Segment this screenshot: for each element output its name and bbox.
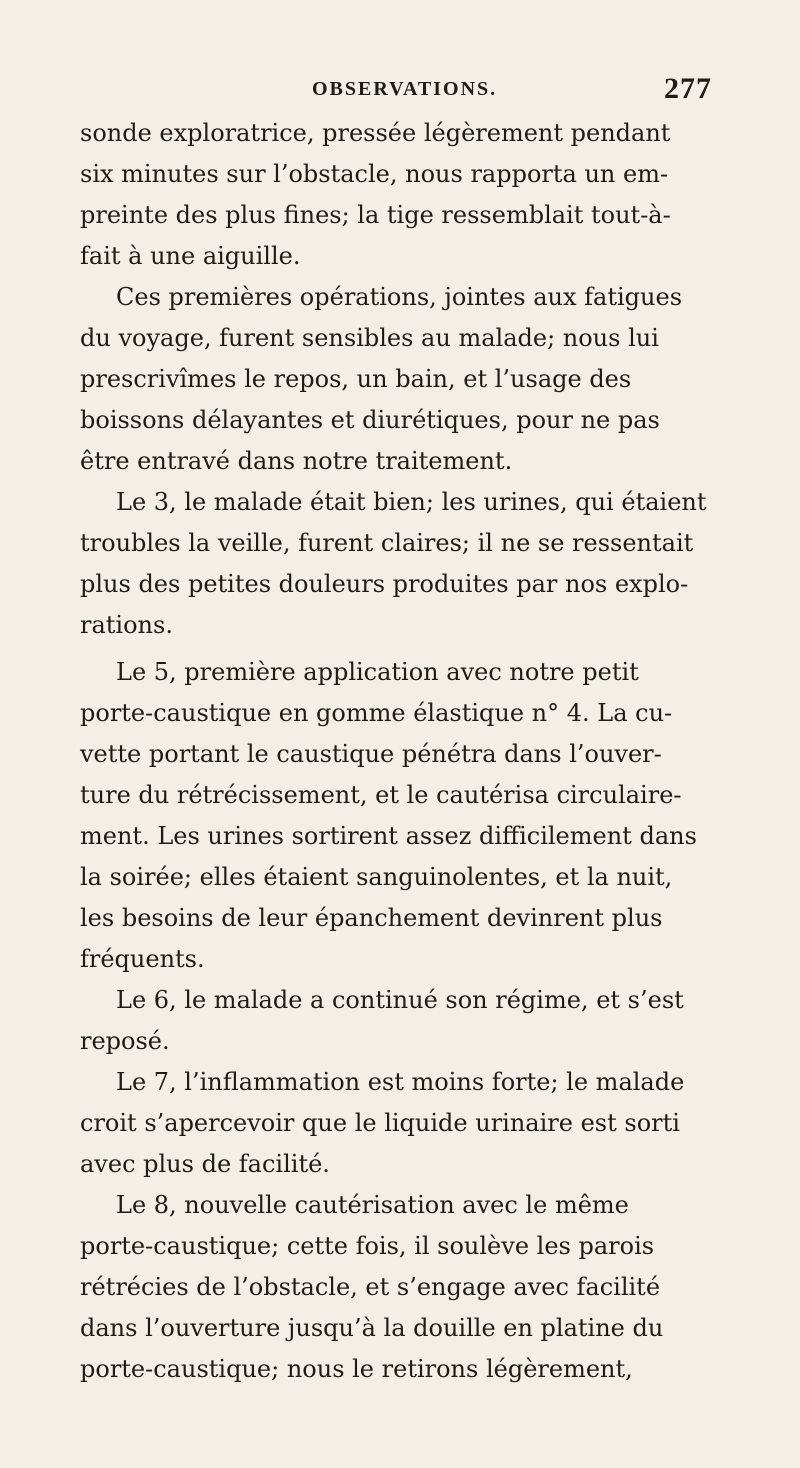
text-line: Le 6, le malade a continué son régime, et s’est xyxy=(116,986,684,1014)
text-line: Le 8, nouvelle cautérisation avec le même xyxy=(116,1191,629,1219)
text-line: Le 7, l’inflammation est moins forte; le malade xyxy=(116,1068,685,1096)
text-line: croit s’apercevoir que le liquide urinaire est sorti xyxy=(80,1109,680,1137)
text-line: Ces premières opérations, jointes aux fatigues xyxy=(116,283,683,311)
text-line: porte-caustique; nous le retirons légèrement, xyxy=(80,1355,633,1383)
text-line: la soirée; elles étaient sanguinolentes, et la nuit, xyxy=(80,863,673,891)
text-line: reposé. xyxy=(80,1027,170,1055)
text-line: sonde exploratrice, pressée légèrement pendant xyxy=(80,119,671,147)
text-line: six minutes sur l’obstacle, nous rapporta un em- xyxy=(80,160,669,188)
text-line: être entravé dans notre traitement. xyxy=(80,447,513,475)
text-line: avec plus de facilité. xyxy=(80,1150,330,1178)
text-line: ment. Les urines sortirent assez difficilement dans xyxy=(80,822,697,850)
running-head: OBSERVATIONS. xyxy=(312,78,498,100)
page-header xyxy=(0,72,800,112)
text-line: preinte des plus fines; la tige ressemblait tout-à- xyxy=(80,201,671,229)
text-line: porte-caustique; cette fois, il soulève les parois xyxy=(80,1232,655,1260)
text-line: troubles la veille, furent claires; il ne se ressentait xyxy=(80,529,694,557)
text-line: boissons délayantes et diurétiques, pour ne pas xyxy=(80,406,660,434)
page-number: 277 xyxy=(664,72,712,105)
text-line: porte-caustique en gomme élastique n° 4. La cu- xyxy=(80,699,673,727)
text-line: les besoins de leur épanchement devinrent plus xyxy=(80,904,663,932)
text-line: dans l’ouverture jusqu’à la douille en platine du xyxy=(80,1314,664,1342)
text-line: prescrivîmes le repos, un bain, et l’usage des xyxy=(80,365,632,393)
text-line: du voyage, furent sensibles au malade; nous lui xyxy=(80,324,659,352)
text-line: rétrécies de l’obstacle, et s’engage avec facilité xyxy=(80,1273,661,1301)
text-line: vette portant le caustique pénétra dans l’ouver- xyxy=(80,740,662,768)
text-line: ture du rétrécissement, et le cautérisa circulaire- xyxy=(80,781,682,809)
text-line: Le 3, le malade était bien; les urines, qui étaient xyxy=(116,488,707,516)
text-line: Le 5, première application avec notre petit xyxy=(116,658,639,686)
text-line: rations. xyxy=(80,611,173,639)
text-line: fréquents. xyxy=(80,945,205,973)
text-line: fait à une aiguille. xyxy=(80,242,301,270)
text-line: plus des petites douleurs produites par nos explo- xyxy=(80,570,689,598)
